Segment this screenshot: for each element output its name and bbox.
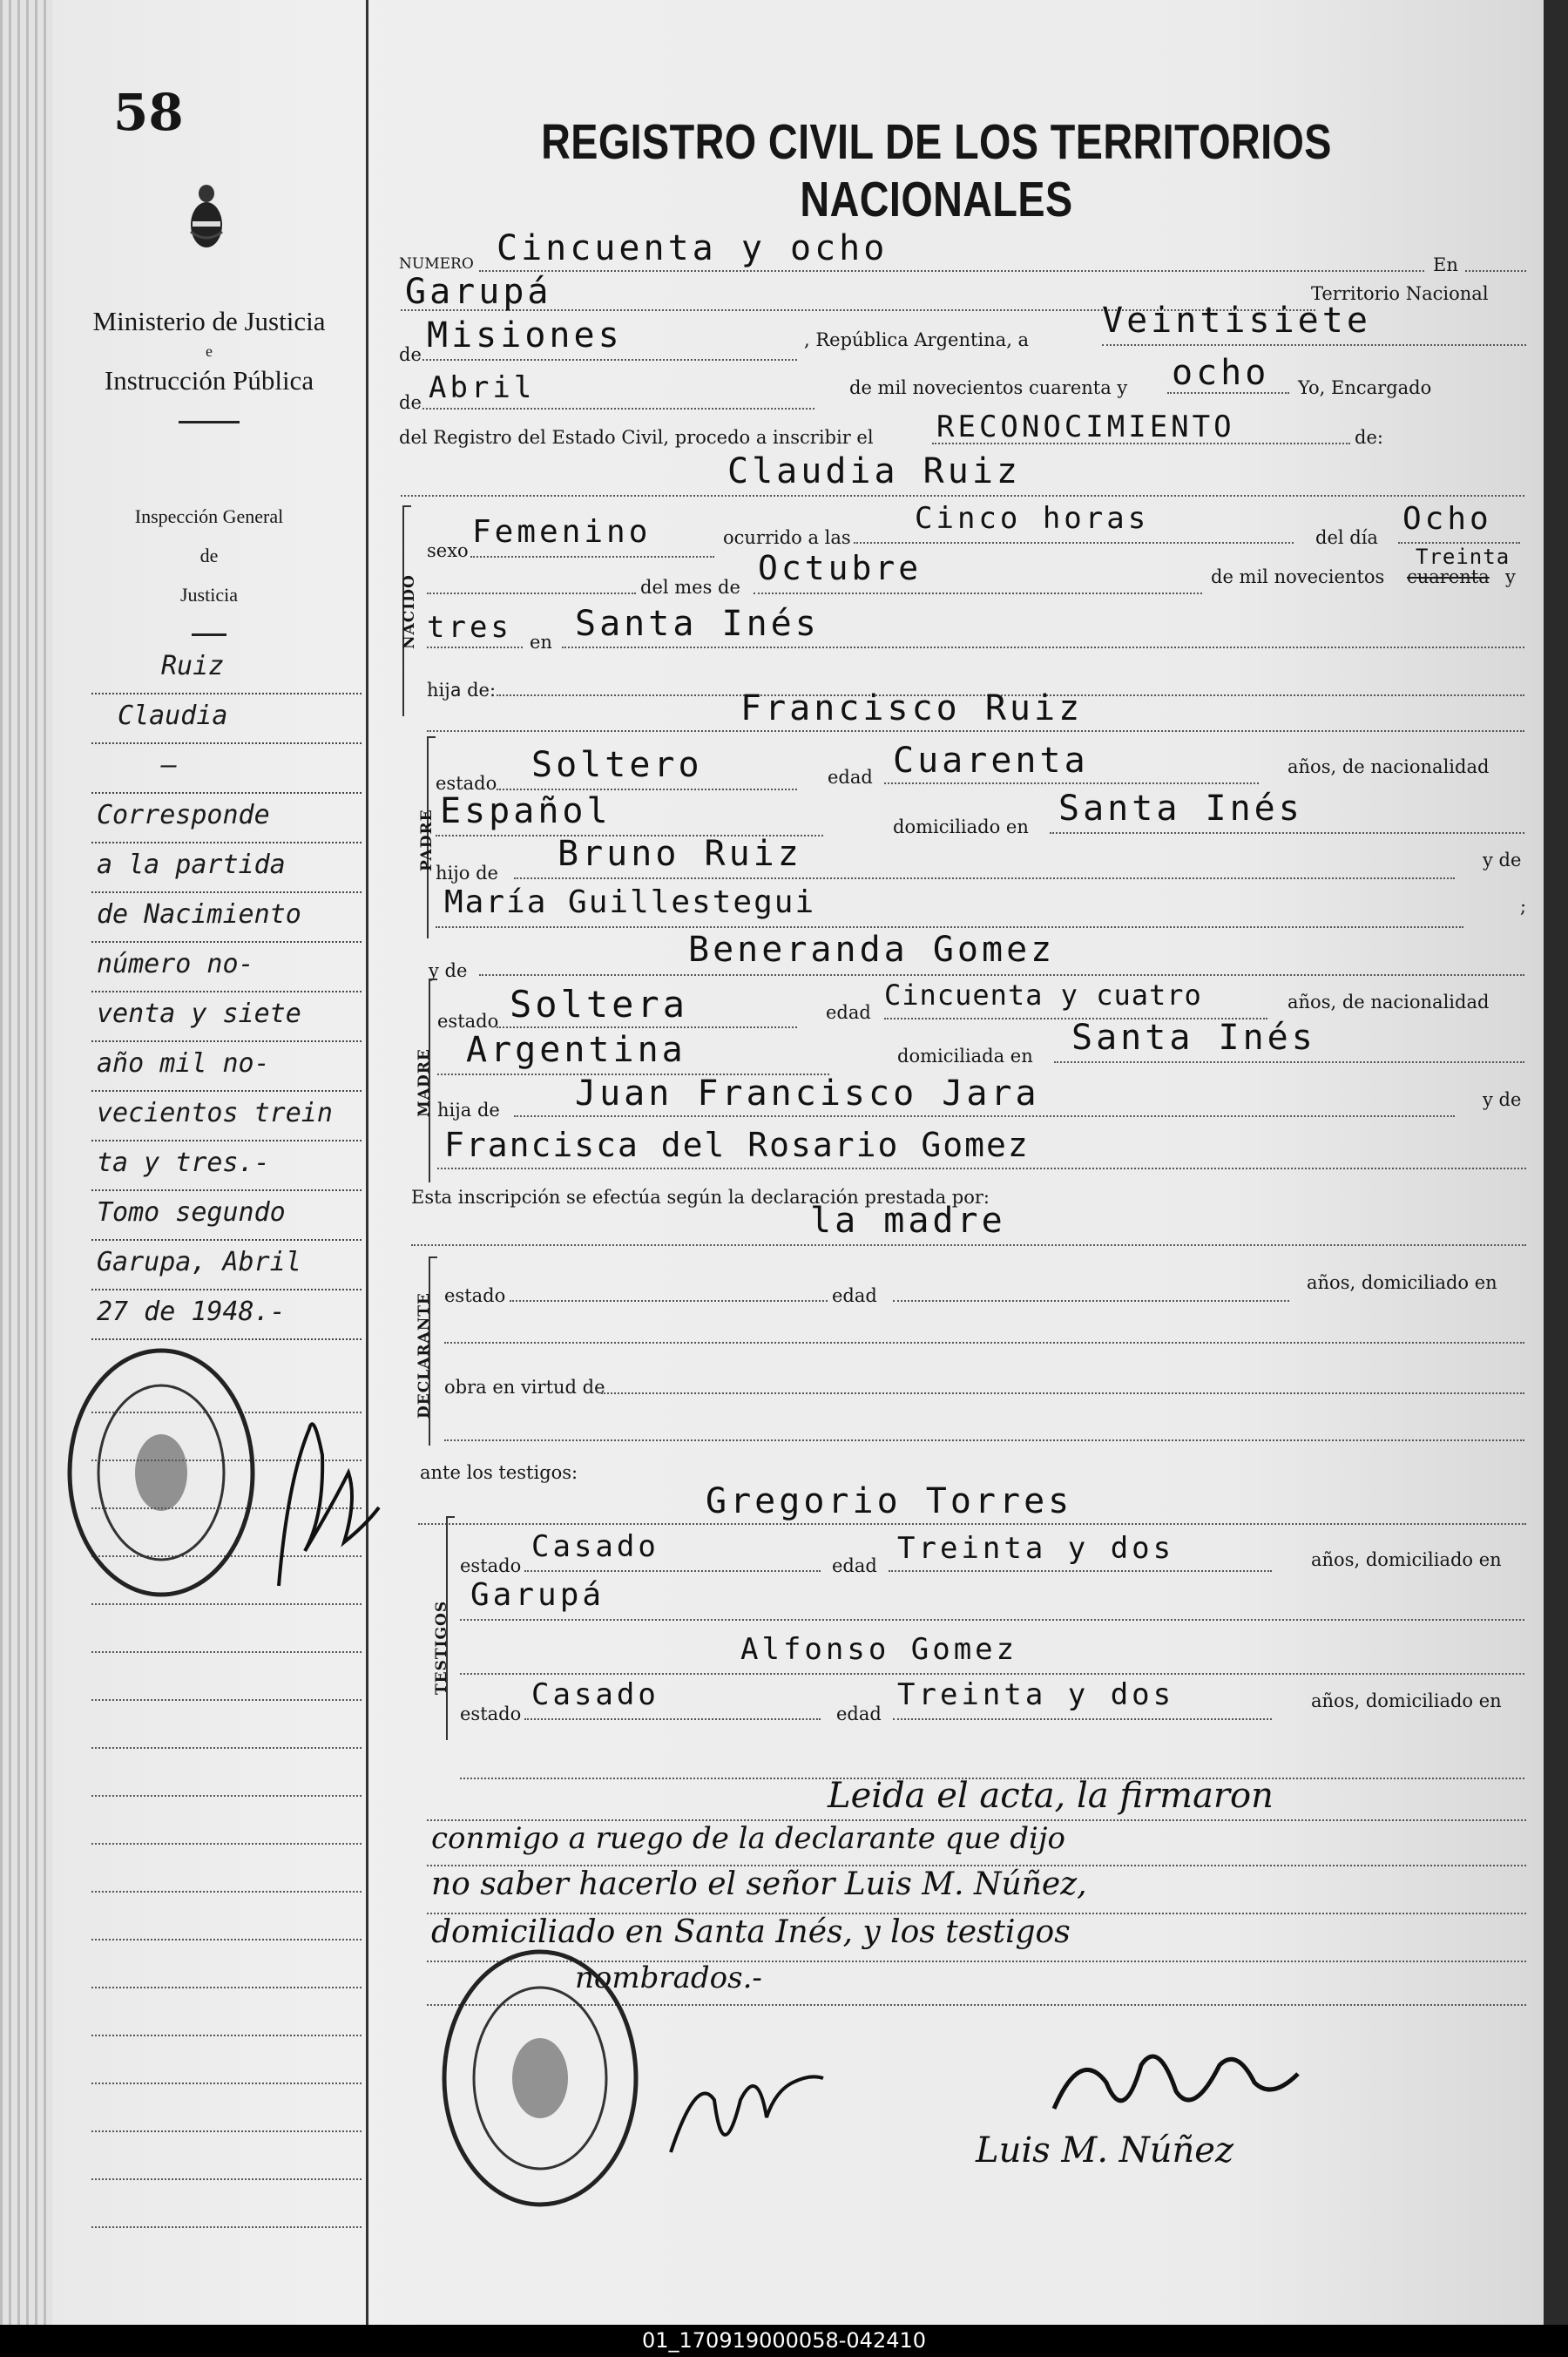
- label-estado: estado: [444, 1285, 506, 1306]
- line-t1-edad: [889, 1570, 1272, 1572]
- hw-t2-edad: Treinta y dos: [897, 1677, 1175, 1712]
- hw-sexo: Femenino: [472, 514, 652, 550]
- label-cuarenta-struck: cuarenta: [1407, 566, 1490, 587]
- label-del-dia: del día: [1315, 527, 1378, 548]
- label-testigos: ante los testigos:: [420, 1462, 578, 1483]
- label-declarante: DECLARANTE: [416, 1292, 433, 1419]
- margin-note-line: Corresponde: [91, 794, 362, 843]
- line-t2-estado: [524, 1718, 821, 1720]
- margin-blank-line: [91, 2130, 362, 2132]
- margin-blank-line: [91, 1939, 362, 1940]
- margin-note-line: a la partida: [91, 843, 362, 893]
- line-sexo: [470, 556, 714, 558]
- hw-anio-acta: ocho: [1172, 353, 1270, 393]
- hw-numero: Cincuenta y ocho: [497, 228, 889, 268]
- label-anos-dom: años, domiciliado en: [1311, 1549, 1502, 1570]
- hw-territorio: Misiones: [427, 315, 623, 356]
- label-anos-dom: años, domiciliado en: [1311, 1690, 1502, 1711]
- registrar-signature: [662, 2048, 828, 2178]
- line-dia-nac: [1398, 542, 1520, 544]
- label-edad: edad: [832, 1555, 877, 1576]
- line-padre-estado: [497, 789, 797, 790]
- closing-line: domiciliado en Santa Inés, y los testigos: [431, 1914, 1071, 1950]
- label-hij: [427, 680, 496, 701]
- margin-blank-line: [91, 1795, 362, 1797]
- label-de: de: [399, 344, 422, 365]
- label-y: y: [1505, 566, 1516, 587]
- line-decl-dom: [444, 1342, 1524, 1344]
- line-decl-estado: [510, 1300, 828, 1302]
- label-estado: estado: [460, 1555, 522, 1576]
- hw-padre-estado: Soltero: [531, 745, 703, 785]
- label-hija-de: hija de: [437, 1100, 500, 1121]
- label-sexo: sexo: [427, 540, 469, 561]
- hw-madre-estado: Soltera: [510, 983, 689, 1026]
- inspeccion-heading: [78, 497, 340, 655]
- label-en2: en: [530, 632, 552, 653]
- margin-blank-line: [91, 2178, 362, 2180]
- margin-note-line: venta y siete: [91, 992, 362, 1042]
- ministry-line1: Ministerio de Justicia: [92, 306, 326, 336]
- line-testigo1: [418, 1523, 1526, 1525]
- label-nacido: NACIDO: [401, 574, 418, 649]
- label-anos-nac: años, de nacionalidad: [1288, 992, 1490, 1013]
- margin-note-surname: Ruiz: [91, 645, 362, 694]
- margin-note-line: año mil no-: [91, 1042, 362, 1092]
- hw-t2-estado: Casado: [531, 1677, 659, 1712]
- label-mil-nov2: de mil novecientos: [1211, 566, 1385, 587]
- footer-id: 01_170919000058-042410: [0, 2325, 1568, 2357]
- label-inscripcion: Esta inscripción se efectúa según la declaración prestada por:: [411, 1187, 990, 1208]
- line-t2-edad: [893, 1718, 1272, 1720]
- label-estado: estado: [436, 773, 497, 794]
- bottom-official-seal: [436, 1943, 645, 2213]
- hw-madre-edad: Cincuenta y cuatro: [884, 979, 1202, 1012]
- label-obra: obra en virtud de: [444, 1377, 605, 1398]
- label-y-de: y de: [1483, 1089, 1522, 1110]
- margin-note-line: 27 de 1948.-: [91, 1290, 362, 1340]
- label-edad: edad: [836, 1703, 882, 1724]
- margin-blank-line: [91, 1699, 362, 1701]
- margin-note-line: número no-: [91, 943, 362, 992]
- hw-madre-nac: Argentina: [466, 1030, 686, 1070]
- closing-line: no saber hacerlo el señor Luis M. Núñez,: [431, 1866, 1087, 1902]
- margin-note-name: Claudia: [91, 694, 362, 744]
- line-padre: [427, 730, 1524, 732]
- national-crest-icon: [187, 183, 226, 251]
- line-padre-madre: [436, 926, 1463, 928]
- hw-lugar-nac: Santa Inés: [575, 604, 820, 644]
- line-declarante: [411, 1244, 1526, 1246]
- hw-t1-estado: Casado: [531, 1529, 659, 1564]
- hw-dia-nac: Ocho: [1402, 501, 1492, 537]
- margin-blank-line: [91, 1603, 362, 1605]
- hw-anio-nac-fin: tres: [427, 610, 512, 645]
- label-domiciliada: domiciliada en: [897, 1046, 1033, 1067]
- line-padre-padre: [514, 877, 1455, 879]
- line-testigo2: [460, 1673, 1524, 1675]
- label-numero: NUMERO: [399, 255, 474, 273]
- label-y-de-madre: y de: [429, 960, 468, 981]
- line-mes-nac: [754, 593, 1202, 594]
- witness-signature: [1045, 2030, 1307, 2135]
- line-nombre: [401, 495, 1524, 497]
- label-republica: , República Argentina, a: [804, 329, 1030, 350]
- margin-blank-line: [91, 2083, 362, 2084]
- hw-padre-padre: Bruno Ruiz: [558, 834, 802, 874]
- hw-nombre: Claudia Ruiz: [727, 451, 1021, 491]
- hw-localidad: Garupá: [405, 272, 552, 312]
- margin-blank-line: [91, 1987, 362, 1988]
- label-padre: PADRE: [418, 809, 436, 871]
- margin-signature: [261, 1377, 383, 1603]
- closing-line: nombrados.-: [575, 1961, 762, 1995]
- line-decl-extra: [444, 1439, 1524, 1441]
- hw-madre-dom: Santa Inés: [1071, 1018, 1316, 1058]
- label-madre: MADRE: [416, 1048, 433, 1117]
- label-de-colon: de:: [1355, 427, 1383, 448]
- label-estado: estado: [460, 1703, 522, 1724]
- hw-hij-suffix: a: [449, 680, 462, 701]
- hw-madre-padre: Juan Francisco Jara: [575, 1074, 1040, 1114]
- inspeccion-line1: Inspección General: [134, 505, 284, 527]
- label-edad: edad: [832, 1285, 877, 1306]
- label-semicolon: ;: [1520, 896, 1527, 917]
- line-madre-dom: [1054, 1061, 1524, 1063]
- book-binding: [0, 0, 52, 2325]
- hw-testigo1: Gregorio Torres: [706, 1481, 1073, 1521]
- label-ocurrido: ocurrido a las: [723, 527, 851, 548]
- label-en: En: [1433, 254, 1458, 275]
- label-anos-dom: años, domiciliado en: [1307, 1272, 1497, 1293]
- label-registro: del Registro del Estado Civil, procedo a inscribir el: [399, 427, 874, 448]
- line-padre-dom: [1050, 832, 1524, 834]
- label-territorio: Territorio Nacional: [1311, 283, 1489, 304]
- divider: [192, 633, 226, 636]
- margin-blank-line: [91, 1891, 362, 1893]
- label-testigos-side: TESTIGOS: [433, 1600, 450, 1695]
- label-del-mes: del mes de: [640, 577, 740, 598]
- hw-mes-nac: Octubre: [758, 549, 923, 587]
- line-obra: [601, 1392, 1524, 1394]
- line-anio-fin: [427, 647, 523, 648]
- margin-note-line: vecientos trein: [91, 1092, 362, 1141]
- margin-blank-line: [91, 1651, 362, 1653]
- label-domiciliado: domiciliado en: [893, 816, 1029, 837]
- hw-padre: Francisco Ruiz: [740, 688, 1084, 728]
- hw-t1-dom: Garupá: [470, 1577, 605, 1613]
- inspeccion-line3: Justicia: [180, 584, 238, 606]
- line-territorio: [422, 359, 797, 361]
- main-form: [375, 0, 1533, 2325]
- label-hijo-de: hijo de: [436, 863, 498, 884]
- margin-column: [52, 0, 368, 2325]
- hw-tipo: RECONOCIMIENTO: [936, 410, 1235, 444]
- line-horas: [854, 542, 1294, 544]
- line-mes-acta: [422, 408, 814, 410]
- line-padre-edad: [884, 782, 1259, 784]
- hw-mes-acta: Abril: [429, 370, 536, 405]
- label-edad: edad: [828, 767, 873, 788]
- line-madre-estado: [497, 1026, 797, 1028]
- label-y-de: y de: [1483, 850, 1522, 870]
- label-edad: edad: [826, 1002, 871, 1023]
- hw-padre-madre: María Guillestegui: [444, 884, 816, 920]
- line-madre-madre: [437, 1168, 1526, 1169]
- hw-horas: Cinco horas: [915, 501, 1150, 536]
- hw-madre: Beneranda Gomez: [688, 930, 1056, 970]
- hw-padre-nac: Español: [440, 791, 612, 831]
- hw-declarante: la madre: [810, 1201, 1006, 1241]
- ministry-line2: Instrucción Pública: [104, 365, 314, 396]
- hw-padre-edad: Cuarenta: [893, 741, 1089, 781]
- form-title: REGISTRO CIVIL DE LOS TERRITORIOS NACIONALES: [541, 114, 1332, 227]
- label-mil-nov: de mil novecientos cuarenta y: [849, 377, 1128, 398]
- margin-official-seal: [61, 1342, 261, 1603]
- hw-t1-edad: Treinta y dos: [897, 1531, 1175, 1566]
- line-t1-estado: [524, 1570, 821, 1572]
- line-numero: [479, 270, 1424, 272]
- label-de: de: [399, 392, 422, 413]
- label-anos-nac: años, de nacionalidad: [1288, 756, 1490, 777]
- margin-blank-line: [91, 2226, 362, 2228]
- line-en: [1465, 270, 1526, 272]
- ministry-conj: e: [206, 342, 213, 360]
- hw-testigo2: Alfonso Gomez: [740, 1632, 1018, 1667]
- margin-note-mark: —: [91, 744, 362, 794]
- line-dia-acta: [1102, 344, 1526, 346]
- line-decl-edad: [893, 1300, 1289, 1302]
- hw-anio-correccion: Treinta: [1416, 545, 1511, 569]
- margin-blank-line: [91, 2035, 362, 2036]
- inspeccion-line2: de: [199, 545, 219, 566]
- signature-name: Luis M. Núñez: [976, 2130, 1234, 2171]
- line-t1-dom: [460, 1619, 1524, 1621]
- margin-note-line: de Nacimiento: [91, 893, 362, 943]
- divider: [179, 421, 240, 423]
- line-blank: [427, 593, 636, 594]
- hw-padre-dom: Santa Inés: [1058, 789, 1303, 829]
- hw-dia-acta: Veintisiete: [1102, 301, 1371, 341]
- label-hij-text: hij: [427, 680, 450, 701]
- margin-blank-line: [91, 1747, 362, 1749]
- ministry-heading: [78, 301, 340, 443]
- margin-note-line: Tomo segundo: [91, 1191, 362, 1241]
- margin-note-line: Garupa, Abril: [91, 1241, 362, 1290]
- label-yo: Yo, Encargado: [1298, 377, 1432, 398]
- line-lugar-nac: [562, 647, 1524, 648]
- line-madre: [479, 974, 1524, 976]
- margin-note: [91, 645, 362, 1340]
- closing-line: conmigo a ruego de la declarante que dijo: [431, 1821, 1065, 1856]
- margin-blank-line: [91, 1843, 362, 1845]
- label-estado: estado: [437, 1011, 499, 1032]
- hw-madre-madre: Francisca del Rosario Gomez: [444, 1126, 1030, 1164]
- page-edge: [1544, 0, 1568, 2325]
- line-madre-padre: [514, 1115, 1455, 1117]
- closing-line: Leida el acta, la firmaron: [828, 1776, 1274, 1816]
- margin-note-line: ta y tres.-: [91, 1141, 362, 1191]
- label-de2: de:: [467, 680, 497, 701]
- page-number: 58: [113, 83, 184, 142]
